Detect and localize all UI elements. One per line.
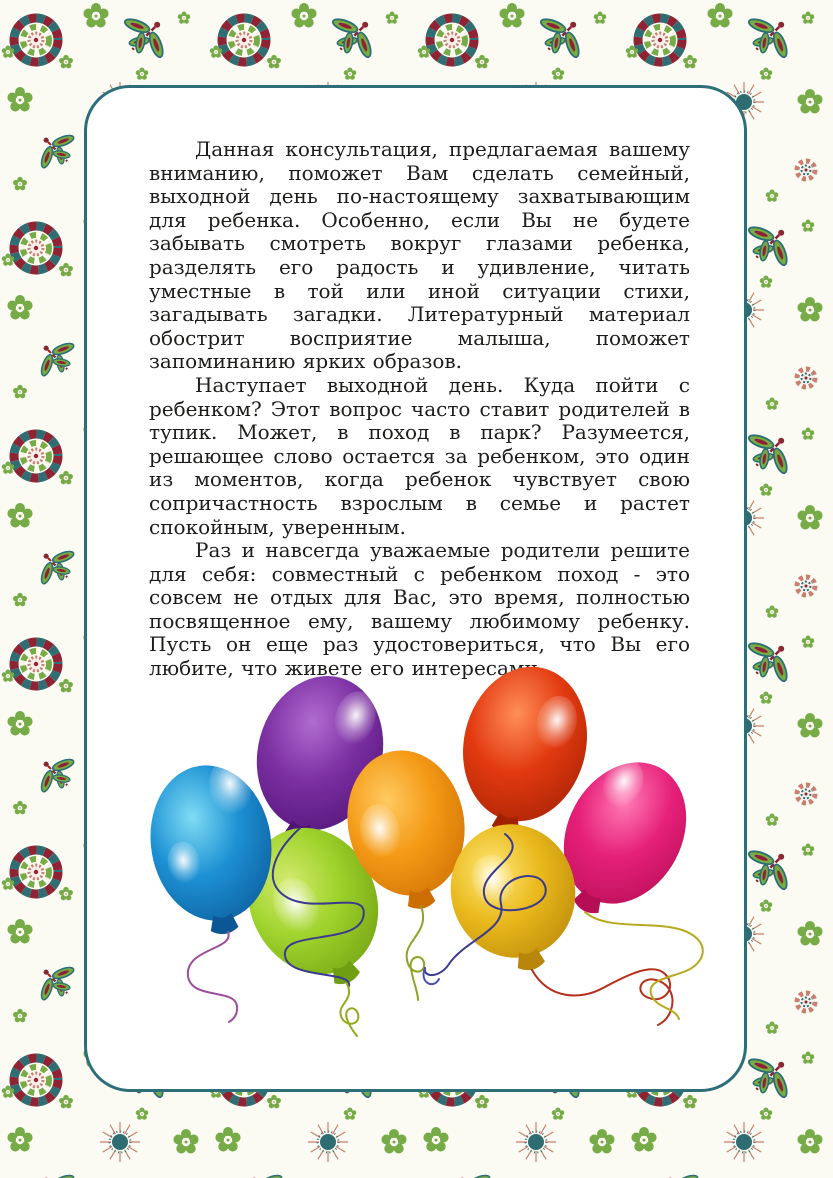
paragraph-2: Наступает выходной день. Куда пойти с ребенком? Этот вопрос часто ставит родителей в тупик. Может, в поход в парк? Разумеется, решающее слово остается за ребенком, это один из моментов, когда ребенок чувствует свою сопричастность взрослым в семье и растет спокойным, уверенным.: [149, 372, 690, 539]
document-text: [149, 138, 690, 681]
balloon-string-orange: [407, 906, 425, 1000]
balloon-string-pink: [585, 912, 703, 1019]
balloons-illustration: [113, 648, 713, 1048]
balloon-string-blue: [188, 932, 237, 1022]
paragraph-3: Раз и навсегда уважаемые родители решите для себя: совместный с ребенком поход - это совсем не отдых для Вас, это время, полностью посвященное ему, вашему любимому ребенку. Пусть он еще раз удостовериться, что Вы его любите, что живете его интересами.: [149, 538, 690, 681]
content-panel: [84, 85, 747, 1092]
paragraph-1: Данная консультация, предлагаемая вашему вниманию, поможет Вам сделать семейный, выходной день по-настоящему захватывающим для ребенка. Особенно, если Вы не будете забывать смотреть вокруг глазами ребенка, разделять его радость и удивление, читать уместные в той или иной ситуации стихи, загадывать загадки. Литературный материал обострит восприятие малыша, поможет запоминанию ярких образов.: [149, 137, 690, 374]
balloon-string-green: [340, 984, 358, 1036]
